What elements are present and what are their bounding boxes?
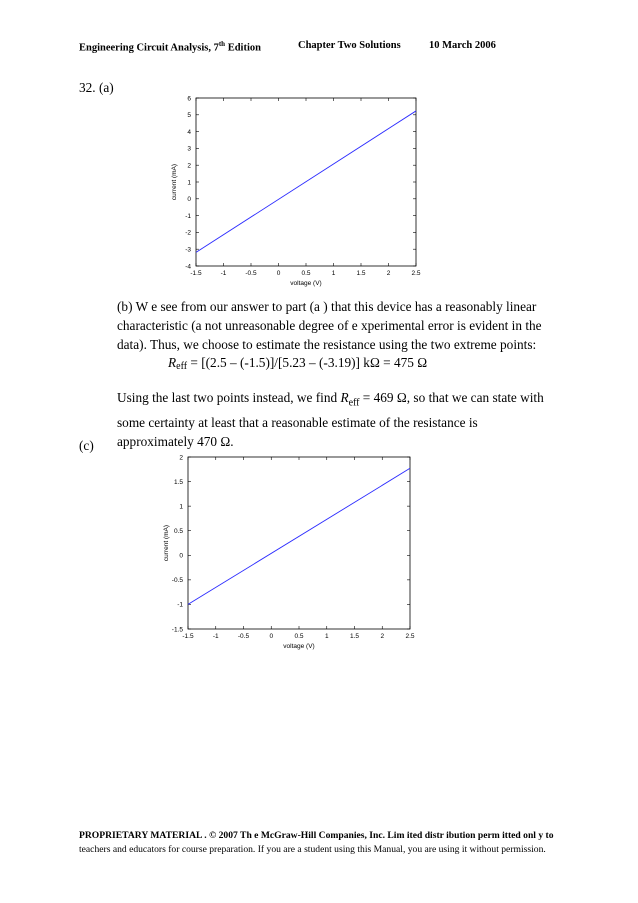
y-tick-label: -0.5 bbox=[171, 577, 183, 585]
y-tick-label: 2 bbox=[187, 162, 191, 170]
y-tick-label: -4 bbox=[185, 263, 191, 271]
y-tick-label: 0 bbox=[187, 196, 191, 204]
x-tick-label: -0.5 bbox=[245, 270, 257, 277]
part-c-label: (c) bbox=[79, 438, 94, 453]
series-line bbox=[188, 468, 410, 604]
x-axis-label: voltage (V) bbox=[283, 643, 315, 650]
chart-a bbox=[160, 88, 430, 288]
x-tick-label: 2.5 bbox=[405, 633, 415, 640]
x-tick-label: 1.5 bbox=[349, 633, 360, 640]
x-tick-label: 1 bbox=[331, 270, 336, 277]
y-tick-label: -3 bbox=[185, 246, 191, 254]
y-tick-label: 0.5 bbox=[173, 528, 183, 536]
part-b-paragraph-1: (b) W e see from our answer to part (a ) that this device has a reasonably linear characteristic (a not unreasonable degree of e xperimental error is evident in the data). Thus, we choose to estimate the resistance using the two extreme points: bbox=[117, 299, 542, 352]
x-axis-label: voltage (V) bbox=[290, 280, 322, 287]
y-tick-label: 0 bbox=[179, 552, 183, 560]
header-book: Engineering Circuit Analysis, 7th Edition bbox=[79, 40, 261, 54]
part-b-paragraph-2: Using the last two points instead, we find $R_{eff} = 469$ Ω, so that we can state with some certainty at least that a reasonable estimate of the resistance is approximately 470 Ω. bbox=[117, 390, 544, 449]
y-axis-label: current (mA) bbox=[163, 524, 170, 562]
header-date: 10 March 2006 bbox=[429, 40, 496, 51]
y-tick-label: 2 bbox=[179, 454, 183, 462]
y-tick-label: 5 bbox=[187, 112, 191, 120]
y-tick-label: 4 bbox=[187, 128, 191, 136]
y-tick-label: -1.5 bbox=[171, 626, 183, 634]
resistance-equation: $R_{eff} = [(2.5 - (-1.5)]/[5.23 - (-3.19)] k\Omega = 475$ Ω bbox=[168, 355, 428, 372]
chart-c bbox=[140, 446, 440, 654]
footer bbox=[79, 829, 554, 857]
x-tick-label: -1 bbox=[212, 633, 219, 640]
y-tick-label: -1 bbox=[185, 212, 191, 220]
x-tick-label: 0 bbox=[276, 270, 281, 277]
plot-frame bbox=[188, 457, 410, 629]
x-tick-label: -1.5 bbox=[190, 270, 202, 277]
y-tick-label: 1.5 bbox=[173, 478, 183, 486]
problem-label: 32. (a) bbox=[79, 80, 114, 95]
y-tick-label: 1 bbox=[179, 503, 183, 511]
x-tick-label: 1.5 bbox=[356, 270, 366, 277]
x-tick-label: 0 bbox=[269, 633, 274, 640]
footer-line-1: PROPRIETARY MATERIAL . © 2007 Th e McGraw-Hill Companies, Inc. Lim ited distr ibution perm itted onl y to bbox=[79, 830, 554, 841]
y-tick-label: -2 bbox=[185, 229, 191, 237]
y-axis-label: current (mA) bbox=[171, 163, 178, 201]
y-tick-label: 1 bbox=[187, 179, 191, 187]
x-tick-label: 1 bbox=[324, 633, 329, 640]
x-tick-label: -1 bbox=[220, 270, 227, 277]
series-line bbox=[196, 111, 416, 252]
x-tick-label: 2.5 bbox=[411, 270, 421, 277]
y-tick-label: -1 bbox=[177, 601, 183, 609]
x-tick-label: -0.5 bbox=[237, 633, 250, 640]
y-tick-label: 3 bbox=[187, 145, 191, 153]
footer-line-2: teachers and educators for course preparation. If you are a student using this Manual, you are using it without permission. bbox=[79, 844, 546, 855]
x-tick-label: 2 bbox=[386, 270, 391, 277]
x-tick-label: 0.5 bbox=[301, 270, 311, 277]
x-tick-label: 0.5 bbox=[294, 633, 304, 640]
x-tick-label: 2 bbox=[380, 633, 385, 640]
x-tick-label: -1.5 bbox=[182, 633, 194, 640]
y-tick-label: 6 bbox=[187, 95, 191, 103]
header-chapter: Chapter Two Solutions bbox=[298, 40, 401, 51]
